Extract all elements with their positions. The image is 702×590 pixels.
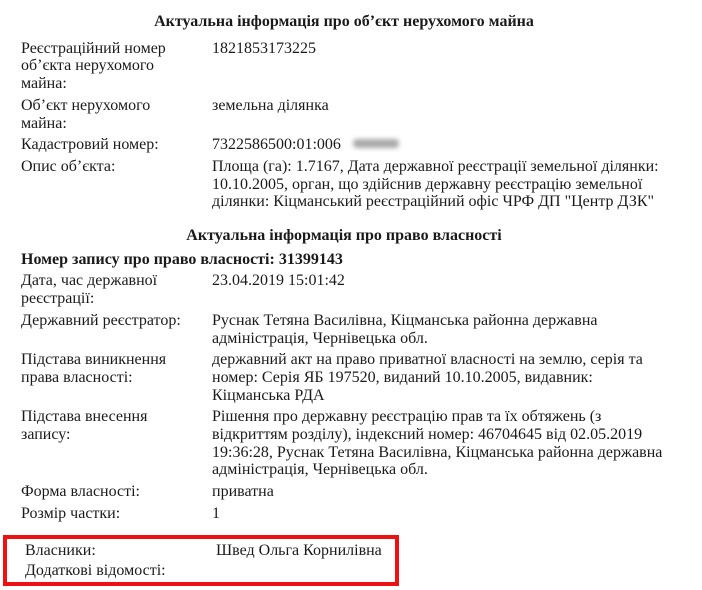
field-value: Рішення про державну реєстрацію прав та їх обтяжень (з відкриттям розділу), індексний номер: 46704645 від 02.05.2019 19:36:28, Руснак Тетяна Василівна, Кіцманська районна державна адміністрація, Чернівецька обл. (212, 408, 663, 479)
field-row-record-basis (21, 408, 667, 479)
field-label: Додаткові відомості: (25, 562, 166, 580)
field-value: 23.04.2019 15:01:42 (212, 272, 345, 290)
field-label: Реєстраційний номер об’єкта нерухомого майна: (21, 39, 166, 93)
field-label: Опис об’єкта: (21, 157, 116, 175)
field-value: 1 (212, 504, 220, 522)
section2-title: Актуальна інформація про право власності (186, 227, 502, 245)
field-row-ownership-basis (21, 351, 667, 404)
redaction-blur (353, 139, 399, 148)
field-label: Дата, час державної реєстрації: (21, 272, 158, 308)
field-value: Руснак Тетяна Василівна, Кіцманська районна державна адміністрація, Чернівецька обл. (212, 311, 598, 347)
field-row-additional-info (25, 562, 395, 580)
section1-title: Актуальна інформація про об’єкт нерухомого майна (154, 13, 534, 30)
record-number-heading: Номер запису про право власності: 31399143 (21, 250, 343, 268)
field-row-ownership-form (21, 483, 667, 501)
field-row-registration-number (21, 40, 667, 93)
field-label: Форма власності: (21, 483, 140, 501)
field-value: Площа (га): 1.7167, Дата державної реєстрації земельної ділянки: 10.10.2005, орган, що здійснив державну реєстрацію земельної ділянки: Кіцманський реєстраційний офіс ЧРФ ДП "Центр ДЗК" (212, 157, 659, 211)
field-row-registration-datetime (21, 272, 667, 307)
field-value: Швед Ольга Корнилівна (216, 541, 382, 559)
field-label: Кадастровий номер: (21, 136, 159, 154)
field-value: 1821853173225 (212, 39, 316, 57)
field-label: Державний реєстратор: (21, 311, 181, 329)
field-row-cadastral-number (21, 136, 667, 154)
field-value: земельна ділянка (212, 96, 329, 114)
field-row-share-size (21, 505, 667, 523)
field-label: Об’єкт нерухомого майна: (21, 96, 151, 132)
field-value (216, 562, 395, 580)
field-value: приватна (212, 483, 274, 501)
field-value (212, 136, 667, 154)
field-row-state-registrar (21, 312, 667, 347)
field-label: Власники: (25, 541, 96, 559)
field-row-object-description (21, 158, 667, 211)
field-label: Розмір частки: (21, 504, 121, 522)
cadastral-number-value: 7322586500:01:006 (212, 136, 341, 154)
owners-highlight-box (3, 535, 399, 586)
field-label: Підстава виникнення права власності: (21, 351, 167, 386)
field-row-owners (25, 542, 395, 560)
field-row-object-type (21, 97, 667, 132)
field-label: Підстава внесення запису: (21, 408, 148, 444)
field-value: державний акт на право приватної власності на землю, серія та номер: Серія ЯБ 197520, виданий 10.10.2005, видавник: Кіцманська РДА (212, 351, 643, 404)
